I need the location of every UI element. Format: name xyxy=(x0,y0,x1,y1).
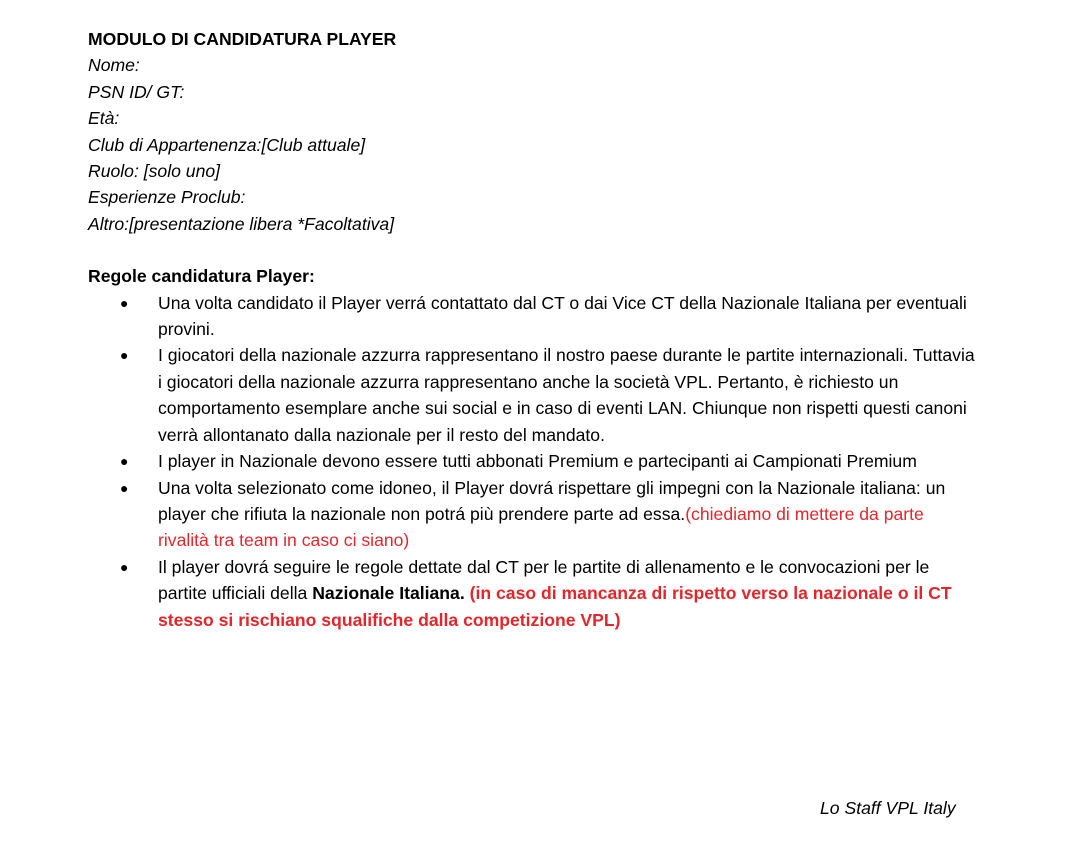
rule-warning-red: (in caso di mancanza di rispetto verso la nazionale o il CT stesso si rischiano squalifiche dalla competizione VPL) xyxy=(158,583,952,630)
field-nome: Nome: xyxy=(88,55,140,76)
field-ruolo: Ruolo: [solo uno] xyxy=(88,161,221,182)
bullet-icon: ● xyxy=(120,347,129,364)
rule-emphasis: Nazionale Italiana. xyxy=(312,583,465,604)
rule-item-3 xyxy=(88,448,978,474)
field-psn-id: PSN ID/ GT: xyxy=(88,81,185,102)
rule-item-2 xyxy=(88,342,978,448)
field-esperienze: Esperienze Proclub: xyxy=(88,187,246,208)
field-eta: Età: xyxy=(88,108,120,129)
rule-text: Una volta selezionato come idoneo, il Player dovrá rispettare gli impegni con la Nazionale italiana: un player che rifiuta la nazionale non potrá più prendere parte ad essa. xyxy=(158,477,946,524)
field-altro: Altro:[presentazione libera *Facoltativa] xyxy=(88,213,395,234)
rule-item-5 xyxy=(88,554,978,633)
signature: Lo Staff VPL Italy xyxy=(820,798,956,818)
rule-text: I player in Nazionale devono essere tutti abbonati Premium e partecipanti ai Campionati Premium xyxy=(158,451,917,472)
bullet-icon: ● xyxy=(120,294,129,311)
document-body xyxy=(88,26,978,633)
rule-note-red: (chiediamo di mettere da parte rivalità tra team in caso ci siano) xyxy=(158,503,924,551)
field-club: Club di Appartenenza:[Club attuale] xyxy=(88,134,366,155)
rules-heading: Regole candidatura Player: xyxy=(88,266,315,287)
rule-text: I giocatori della nazionale azzurra rappresentano il nostro paese durante le partite internazionali. Tuttavia i giocatori della nazionale azzurra rappresentano anche la società VPL. Pertanto, è richiesto un comportamento esemplare anche sui social e in caso di eventi LAN. Chiunque non rispetti questi canoni verrà allontanato dalla nazionale per il resto del mandato. xyxy=(158,345,975,445)
rule-item-1 xyxy=(88,290,978,343)
bullet-icon: ● xyxy=(120,453,129,470)
bullet-icon: ● xyxy=(120,479,129,496)
bullet-icon: ● xyxy=(120,558,129,575)
page-title: MODULO DI CANDIDATURA PLAYER xyxy=(88,29,397,49)
rules-list xyxy=(88,290,978,633)
rule-text: Il player dovrá seguire le regole dettate dal CT per le partite di allenamento e le convocazioni per le partite ufficiali della xyxy=(158,556,930,604)
rule-text: Una volta candidato il Player verrá contattato dal CT o dai Vice CT della Nazionale Italiana per eventuali provini. xyxy=(158,292,967,340)
rule-item-4 xyxy=(88,475,978,554)
